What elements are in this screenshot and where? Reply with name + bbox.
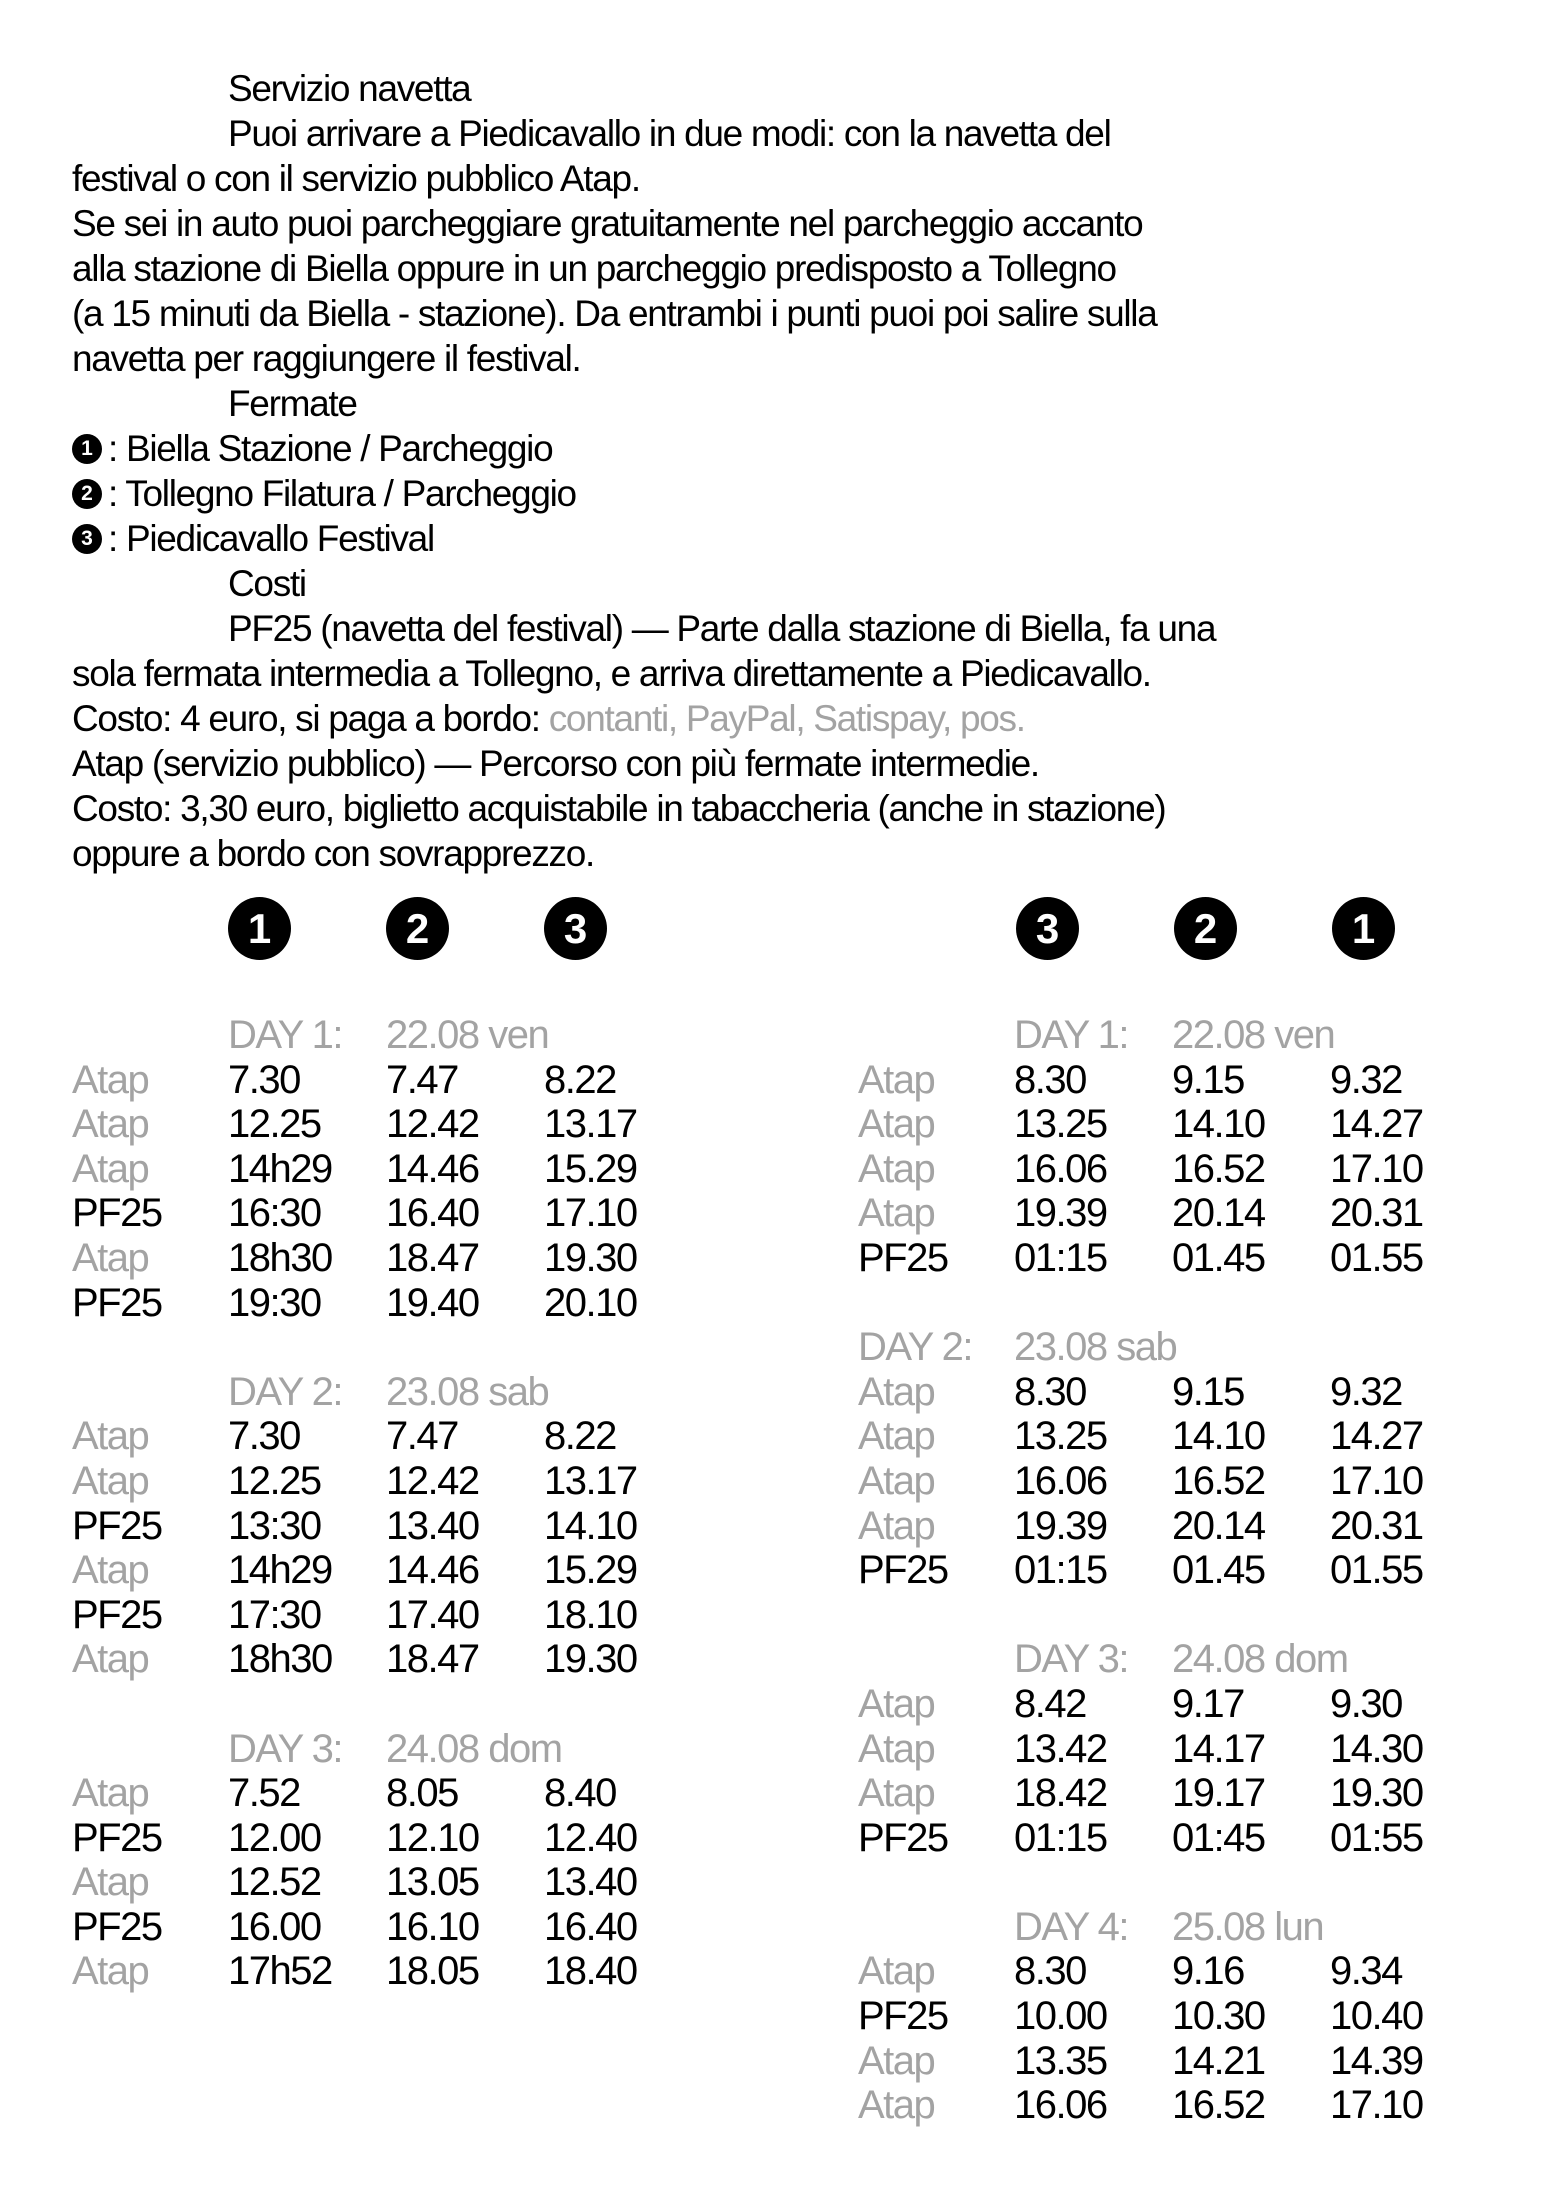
departure-time: 20.31 [1330,1191,1423,1236]
departure-time: 19.17 [1172,1771,1265,1816]
day-date: 24.08 dom [386,1726,562,1771]
departure-time: 9.15 [1172,1369,1244,1414]
day-gap [858,1860,1500,1905]
departure-time: 16.52 [1172,2083,1265,2128]
line-label: Atap [858,1191,935,1236]
table-row [858,1504,1500,1549]
shuttle-heading: Servizio navetta [228,68,471,109]
day-header [72,1370,714,1415]
departure-time: 20.14 [1172,1191,1265,1236]
departure-time: 8.22 [544,1057,616,1102]
line-label: Atap [858,1458,935,1503]
intro-line: festival o con il servizio pubblico Atap. [72,158,640,199]
day-label: DAY 1: [228,1013,343,1057]
departure-time: 13.17 [544,1458,637,1503]
departure-time: 18h30 [228,1637,332,1682]
departure-time: 19.39 [1014,1191,1107,1236]
line-label: PF25 [72,1815,162,1860]
departure-time: 13.40 [544,1860,637,1905]
departure-time: 01:15 [1014,1235,1107,1280]
departure-time: 01.55 [1330,1548,1423,1593]
line-label: Atap [858,1102,935,1147]
departure-time: 7.47 [386,1057,458,1102]
stop-1-icon: 1 [228,897,291,960]
line-label: Atap [72,1414,149,1459]
line-label: Atap [72,1146,149,1191]
stop-number-icon: 3 [72,524,102,554]
day-label: DAY 3: [228,1726,343,1771]
departure-time: 01:55 [1330,1815,1423,1860]
departure-time: 14.10 [1172,1414,1265,1459]
table-row [858,1370,1500,1415]
departure-time: 14.21 [1172,2038,1265,2083]
parking-line: Se sei in auto puoi parcheggiare gratuitamente nel parcheggio accanto [72,203,1143,244]
stop-label: : Biella Stazione / Parcheggio [108,428,553,469]
departure-time: 13.25 [1014,1414,1107,1459]
day-gap [858,1281,1500,1326]
departure-time: 17h52 [228,1949,332,1994]
day-label: DAY 2: [858,1325,973,1370]
departure-time: 19.30 [544,1637,637,1682]
departure-time: 7.30 [228,1057,300,1102]
line-label: PF25 [858,1235,948,1280]
departure-time: 14h29 [228,1548,332,1593]
day-header [72,1727,714,1772]
departure-time: 13.40 [386,1503,479,1548]
stop-item [72,516,1472,561]
line-label: Atap [72,1860,149,1905]
table-row [72,1637,714,1682]
table-row [858,1058,1500,1103]
departure-time: 14.10 [1172,1102,1265,1147]
parking-line: alla stazione di Biella oppure in un parcheggio predisposto a Tollegno [72,248,1116,289]
departure-time: 20.10 [544,1280,637,1325]
departure-time: 18.40 [544,1949,637,1994]
day-header-spacer [858,1013,1014,1058]
departure-time: 15.29 [544,1146,637,1191]
departure-time: 9.30 [1330,1681,1402,1726]
departure-time: 15.29 [544,1548,637,1593]
table-row [72,1905,714,1950]
day-header-spacer [72,1370,228,1415]
departure-time: 13.35 [1014,2038,1107,2083]
departure-time: 13.25 [1014,1102,1107,1147]
table-row [72,1414,714,1459]
atap-cost: Costo: 3,30 euro, biglietto acquistabile in tabaccheria (anche in stazione) [72,788,1166,829]
departure-time: 12.25 [228,1458,321,1503]
day-header [858,1013,1500,1058]
departure-time: 13.42 [1014,1726,1107,1771]
line-label: Atap [858,1503,935,1548]
line-label: Atap [858,1771,935,1816]
departure-time: 9.32 [1330,1057,1402,1102]
departure-time: 17.40 [386,1592,479,1637]
table-row [858,1236,1500,1281]
departure-time: 12.00 [228,1815,321,1860]
line-label: Atap [858,2083,935,2128]
table-row [72,1236,714,1281]
departure-time: 01.55 [1330,1235,1423,1280]
departure-time: 14.39 [1330,2038,1423,2083]
departure-time: 17.10 [1330,1458,1423,1503]
day-date: 22.08 ven [1172,1013,1335,1057]
table-row [72,1281,714,1326]
departure-time: 20.31 [1330,1503,1423,1548]
line-label: PF25 [72,1503,162,1548]
departure-time: 16.40 [386,1191,479,1236]
line-label: Atap [858,1146,935,1191]
outbound-timetable [72,897,714,1994]
line-label: Atap [858,1949,935,1994]
departure-time: 8.30 [1014,1369,1086,1414]
line-label: Atap [72,1057,149,1102]
departure-time: 19.30 [1330,1771,1423,1816]
day-label: DAY 3: [1014,1637,1129,1682]
departure-time: 7.30 [228,1414,300,1459]
line-label: Atap [858,2038,935,2083]
departure-time: 10.40 [1330,1994,1423,2039]
departure-time: 17.10 [1330,1146,1423,1191]
line-label: PF25 [72,1280,162,1325]
line-label: Atap [72,1235,149,1280]
line-label: Atap [72,1949,149,1994]
day-label: DAY 1: [1014,1013,1129,1057]
departure-time: 12.40 [544,1815,637,1860]
departure-time: 19.39 [1014,1503,1107,1548]
stop-2-icon: 2 [386,897,449,960]
stop-item [72,471,1472,516]
day-label: DAY 4: [1014,1904,1129,1949]
departure-time: 18.47 [386,1637,479,1682]
departure-time: 01.45 [1172,1548,1265,1593]
departure-time: 17:30 [228,1592,321,1637]
departure-time: 16.06 [1014,1458,1107,1503]
departure-time: 01.45 [1172,1235,1265,1280]
line-label: PF25 [858,1994,948,2039]
day-label: DAY 2: [228,1369,343,1414]
stop-header [72,897,714,960]
table-row [72,1102,714,1147]
departure-time: 8.30 [1014,1057,1086,1102]
stop-3-icon: 3 [1016,897,1079,960]
table-row [72,1548,714,1593]
departure-time: 16.10 [386,1904,479,1949]
table-row [72,1771,714,1816]
departure-time: 9.15 [1172,1057,1244,1102]
departure-time: 19:30 [228,1280,321,1325]
table-row [72,1816,714,1861]
outbound-table [72,1013,714,1994]
table-row [858,1548,1500,1593]
departure-time: 14.17 [1172,1726,1265,1771]
departure-time: 13.05 [386,1860,479,1905]
departure-time: 16.52 [1172,1458,1265,1503]
departure-time: 14h29 [228,1146,332,1191]
day-header [72,1013,714,1058]
departure-time: 13:30 [228,1503,321,1548]
stop-number-icon: 1 [72,434,102,464]
line-label: PF25 [858,1815,948,1860]
day-gap [858,1593,1500,1638]
table-row [72,1058,714,1103]
day-header-spacer [858,1905,1014,1950]
departure-time: 9.16 [1172,1949,1244,1994]
departure-time: 8.42 [1014,1681,1086,1726]
day-gap [72,1325,714,1370]
departure-time: 10.00 [1014,1994,1107,2039]
stop-2-icon: 2 [1174,897,1237,960]
line-label: PF25 [72,1592,162,1637]
departure-time: 12.42 [386,1458,479,1503]
pf25-description: PF25 (navetta del festival) — Parte dalla stazione di Biella, fa una [228,608,1216,649]
departure-time: 12.42 [386,1102,479,1147]
table-row [72,1949,714,1994]
stop-3-icon: 3 [544,897,607,960]
departure-time: 16:30 [228,1191,321,1236]
costs-heading: Costi [228,563,306,604]
departure-time: 14.30 [1330,1726,1423,1771]
line-label: Atap [72,1548,149,1593]
table-row [72,1593,714,1638]
departure-time: 01:15 [1014,1815,1107,1860]
departure-time: 17.10 [1330,2083,1423,2128]
table-row [858,1191,1500,1236]
table-row [72,1504,714,1549]
line-label: Atap [858,1057,935,1102]
departure-time: 18.42 [1014,1771,1107,1816]
line-label: Atap [858,1414,935,1459]
stop-1-icon: 1 [1332,897,1395,960]
pf25-cost [72,696,1472,741]
table-row [858,1949,1500,1994]
departure-time: 16.06 [1014,2083,1107,2128]
line-label: PF25 [72,1191,162,1236]
day-date: 25.08 lun [1172,1904,1324,1949]
departure-time: 14.27 [1330,1102,1423,1147]
day-header-spacer [72,1727,228,1772]
pf25-description: sola fermata intermedia a Tollegno, e arriva direttamente a Piedicavallo. [72,653,1151,694]
return-timetable [858,897,1500,2128]
departure-time: 8.22 [544,1414,616,1459]
departure-time: 9.32 [1330,1369,1402,1414]
table-row [858,1816,1500,1861]
pf25-cost-text: Costo: 4 euro, si paga a bordo: [72,698,549,739]
departure-time: 18.47 [386,1235,479,1280]
departure-time: 01:45 [1172,1815,1265,1860]
stop-number-icon: 2 [72,479,102,509]
departure-time: 9.34 [1330,1949,1402,1994]
table-row [858,1147,1500,1192]
departure-time: 7.47 [386,1414,458,1459]
departure-time: 20.14 [1172,1503,1265,1548]
table-row [858,2039,1500,2084]
table-row [72,1860,714,1905]
departure-time: 18h30 [228,1235,332,1280]
departure-time: 12.52 [228,1860,321,1905]
line-label: Atap [858,1369,935,1414]
day-header-spacer [858,1637,1014,1682]
day-date: 23.08 sab [386,1369,549,1414]
departure-time: 19.40 [386,1280,479,1325]
day-date: 22.08 ven [386,1013,549,1057]
departure-time: 14.46 [386,1548,479,1593]
intro-text [72,66,1472,876]
day-header-spacer [72,1013,228,1058]
line-label: PF25 [72,1904,162,1949]
departure-time: 8.05 [386,1771,458,1816]
departure-time: 16.40 [544,1904,637,1949]
day-header [858,1637,1500,1682]
departure-time: 16.00 [228,1904,321,1949]
departure-time: 12.25 [228,1102,321,1147]
departure-time: 14.46 [386,1146,479,1191]
table-row [72,1147,714,1192]
table-row [72,1191,714,1236]
line-label: Atap [72,1771,149,1816]
departure-time: 8.30 [1014,1949,1086,1994]
departure-time: 17.10 [544,1191,637,1236]
return-table [858,1013,1500,2128]
stop-label: : Piedicavallo Festival [108,518,434,559]
departure-time: 10.30 [1172,1994,1265,2039]
table-row [72,1459,714,1504]
departure-time: 8.40 [544,1771,616,1816]
stops-heading: Fermate [228,383,357,424]
parking-line: navetta per raggiungere il festival. [72,338,581,379]
stop-item [72,426,1472,471]
departure-time: 01:15 [1014,1548,1107,1593]
day-date: 23.08 sab [1014,1325,1177,1370]
departure-time: 12.10 [386,1815,479,1860]
table-row [858,1727,1500,1772]
departure-time: 16.52 [1172,1146,1265,1191]
line-label: Atap [72,1637,149,1682]
line-label: Atap [858,1726,935,1771]
table-row [858,1682,1500,1727]
departure-time: 9.17 [1172,1681,1244,1726]
line-label: Atap [72,1102,149,1147]
line-label: PF25 [858,1548,948,1593]
departure-time: 13.17 [544,1102,637,1147]
line-label: Atap [72,1458,149,1503]
table-row [858,1994,1500,2039]
table-row [858,1459,1500,1504]
stop-label: : Tollegno Filatura / Parcheggio [108,473,576,514]
day-header [858,1905,1500,1950]
day-date: 24.08 dom [1172,1637,1348,1682]
atap-description: Atap (servizio pubblico) — Percorso con più fermate intermedie. [72,743,1039,784]
table-row [858,1771,1500,1816]
intro-line: Puoi arrivare a Piedicavallo in due modi: con la navetta del [228,113,1111,154]
table-row [858,2083,1500,2128]
departure-time: 18.05 [386,1949,479,1994]
departure-time: 14.27 [1330,1414,1423,1459]
day-header [858,1325,1500,1370]
departure-time: 16.06 [1014,1146,1107,1191]
line-label: Atap [858,1681,935,1726]
atap-cost: oppure a bordo con sovrapprezzo. [72,833,594,874]
departure-time: 14.10 [544,1503,637,1548]
table-row [858,1414,1500,1459]
departure-time: 19.30 [544,1235,637,1280]
stop-header [858,897,1500,960]
departure-time: 7.52 [228,1771,300,1816]
day-gap [72,1682,714,1727]
payment-methods: contanti, PayPal, Satispay, pos. [548,698,1025,739]
parking-line: (a 15 minuti da Biella - stazione). Da entrambi i punti puoi poi salire sulla [72,293,1157,334]
departure-time: 18.10 [544,1592,637,1637]
table-row [858,1102,1500,1147]
